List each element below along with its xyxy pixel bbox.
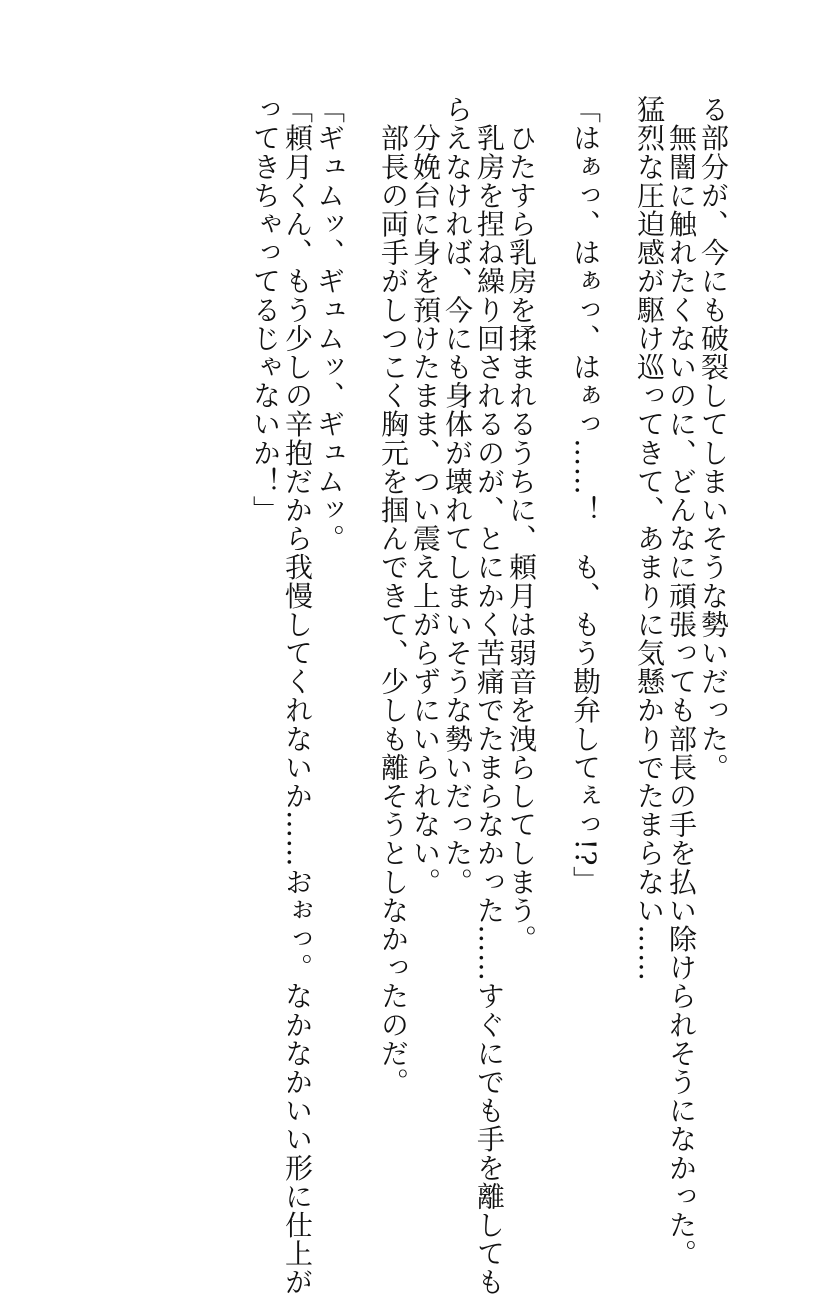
line-spacer	[345, 95, 377, 1095]
dialogue-line: 「ギュムッ、ギュムッ、ギュムッ。	[313, 95, 346, 553]
text-line: 部長の両手がしつこく胸元を掴んできて、少しも離そうとしなかったのだ。	[377, 95, 410, 1096]
vertical-text-body	[249, 95, 730, 1296]
line-spacer	[601, 95, 633, 1095]
text-line: 乳房を捏ね繰り回されるのが、とにかく苦痛でたまらなかった……すぐにでも手を離しても	[473, 95, 506, 1296]
text-line: ひたすら乳房を揉まれるうちに、頼月は弱音を洩らしてしまう。	[505, 95, 538, 953]
text-line: 分娩台に身を預けたまま、つい震え上がらずにいられない。	[409, 95, 442, 896]
dialogue-line: ってきちゃってるじゃないか！」	[249, 95, 282, 524]
dialogue-line: 「はぁっ、はぁっ、はぁっ……！ も、もう勘弁してぇっ!?」	[569, 95, 602, 895]
text-line: 猛烈な圧迫感が駆け巡ってきて、あまりに気懸かりでたまらない……	[633, 95, 666, 982]
line-spacer	[537, 95, 569, 1095]
dialogue-line: 「頼月くん、もう少しの辛抱だから我慢してくれないか……おぉっ。なかなかいい形に仕上が	[281, 95, 314, 1296]
text-line: 無闇に触れたくないのに、どんなに頑張っても部長の手を払い除けられそうになかった。	[665, 95, 698, 1268]
text-line: る部分が、今にも破裂してしまいそうな勢いだった。	[697, 95, 730, 782]
text-line: らえなければ、今にも身体が壊れてしまいそうな勢いだった。	[441, 95, 474, 896]
